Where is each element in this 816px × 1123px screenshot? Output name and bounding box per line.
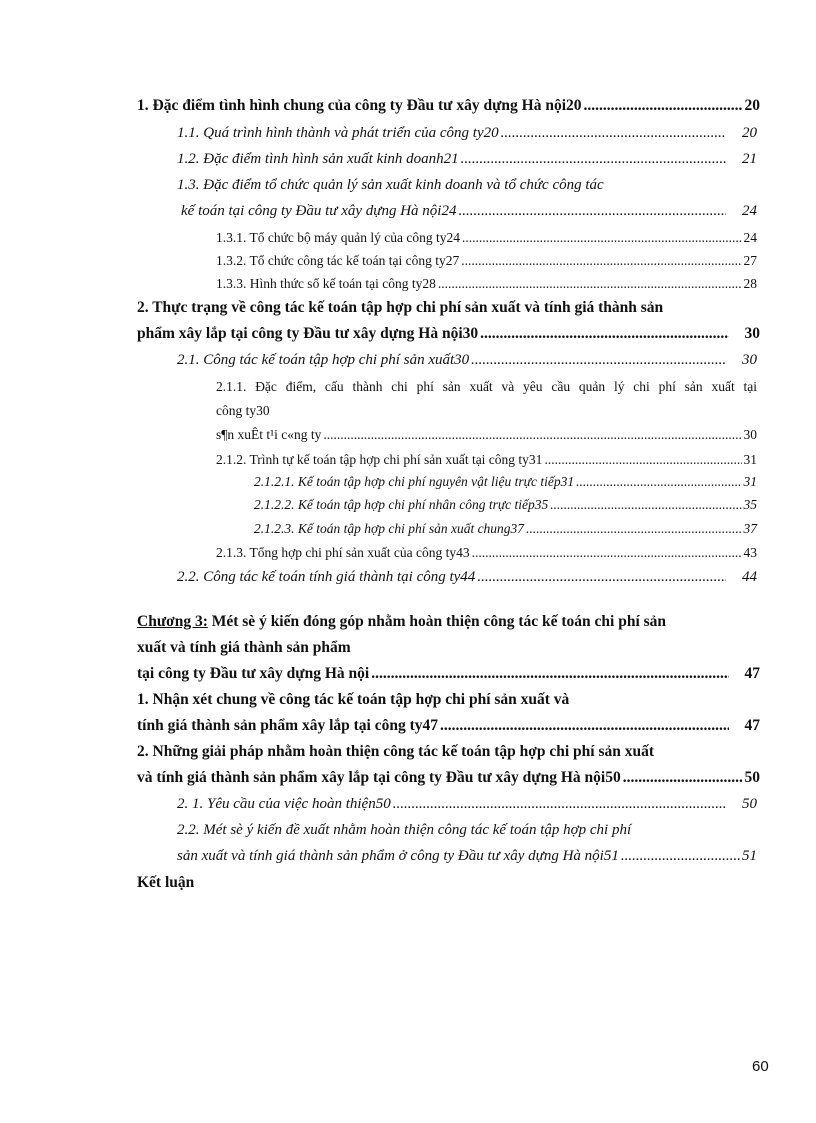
toc-entry-page: 37 xyxy=(743,521,757,536)
toc-entry-2-2[interactable] xyxy=(177,567,757,587)
chapter-title: Mét sè ý kiến đóng góp nhằm hoàn thiện công tác kế toán chi phí sản xyxy=(207,613,667,630)
toc-entry-3-2-2-line1[interactable]: 2.2. Mét sè ý kiến đề xuất nhằm hoàn thiện công tác kế toán tập hợp chi phí xyxy=(177,822,632,838)
toc-entry-2-1-1[interactable] xyxy=(216,425,757,445)
toc-entry-1-2[interactable] xyxy=(177,149,757,169)
toc-entry-page: 31 xyxy=(743,474,757,489)
toc-entry-page: 50 xyxy=(744,769,760,786)
toc-entry-text: 2.1.2.2. Kế toán tập hợp chi phí nhân công trực tiếp35 xyxy=(254,497,549,512)
toc-entry-text: 2.1.2. Trình tự kế toán tập hợp chi phí sản xuất tại công ty31 xyxy=(216,452,543,467)
toc-entry-page: 20 xyxy=(742,125,757,141)
toc-entry-text: 2.2. Công tác kế toán tính giá thành tại công ty44 xyxy=(177,569,476,585)
toc-entry-page: 50 xyxy=(742,796,757,812)
toc-entry-text: kế toán tại công ty Đầu tư xây dựng Hà nội24 xyxy=(181,203,457,219)
toc-entry-page: 24 xyxy=(743,230,757,245)
toc-entry-page: 35 xyxy=(743,497,757,512)
toc-entry-3-2-1[interactable] xyxy=(177,794,757,814)
toc-entry-2-1-2-3[interactable] xyxy=(254,519,757,539)
toc-entry-page: 27 xyxy=(743,253,757,268)
toc-entry-text: 2.1.2.3. Kế toán tập hợp chi phí sản xuất chung37 xyxy=(254,521,525,536)
toc-entry-text: 1.1. Quá trình hình thành và phát triển của công ty20 xyxy=(177,125,499,141)
toc-entry-text: phẩm xây lắp tại công ty Đầu tư xây dựng Hà nội30 xyxy=(137,325,479,342)
toc-entry-page: 43 xyxy=(743,545,757,560)
toc-entry-3-2-2[interactable] xyxy=(177,846,757,866)
page-number: 60 xyxy=(752,1058,769,1075)
toc-entry-page: 44 xyxy=(742,569,757,585)
toc-entry-1-3[interactable] xyxy=(181,201,757,221)
toc-entry-text: 2. 1. Yêu cầu của việc hoàn thiện50 xyxy=(177,796,391,812)
toc-entry-text: 1.2. Đặc điểm tình hình sản xuất kinh doanh21 xyxy=(177,151,459,167)
toc-entry-text: 2.1.3. Tổng hợp chi phí sản xuất của công ty43 xyxy=(216,545,470,560)
toc-entry-text: 1.3.3. Hình thức sổ kế toán tại công ty28 xyxy=(216,276,436,291)
toc-entry-2-line1[interactable]: 2. Thực trạng về công tác kế toán tập hợp chi phí sản xuất và tính giá thành sản xyxy=(137,299,664,316)
toc-entry-2[interactable] xyxy=(137,324,760,344)
toc-entry-text: s¶n xuÊt t¹i c«ng ty xyxy=(216,427,322,442)
toc-entry-1[interactable] xyxy=(137,96,760,116)
toc-entry-page: 28 xyxy=(743,276,757,291)
toc-entry-1-1[interactable] xyxy=(177,123,757,143)
toc-entry-3-2[interactable] xyxy=(137,768,760,788)
toc-entry-text: tính giá thành sản phẩm xây lắp tại công ty47 xyxy=(137,717,439,734)
toc-chapter-3[interactable] xyxy=(137,664,760,684)
toc-chapter-3-line2[interactable]: xuất và tính giá thành sản phẩm xyxy=(137,639,351,656)
toc-entry-1-3-3[interactable] xyxy=(216,274,757,294)
toc-entry-page: 31 xyxy=(743,452,757,467)
toc-entry-3-1-line1[interactable]: 1. Nhận xét chung về công tác kế toán tập hợp chi phí sản xuất và xyxy=(137,691,570,708)
toc-entry-1-3-line1[interactable]: 1.3. Đặc điểm tổ chức quản lý sản xuất kinh doanh và tổ chức công tác xyxy=(177,177,604,193)
toc-entry-text: 2.1. Công tác kế toán tập hợp chi phí sản xuất30 xyxy=(177,352,470,368)
toc-entry-text: 2.1.2.1. Kế toán tập hợp chi phí nguyên vật liệu trực tiếp31 xyxy=(254,474,575,489)
toc-entry-2-1-2[interactable] xyxy=(216,450,757,470)
toc-entry-2-1-3[interactable] xyxy=(216,543,757,563)
toc-entry-text: tại công ty Đầu tư xây dựng Hà nội xyxy=(137,665,370,682)
toc-entry-text: 1. Đặc điểm tình hình chung của công ty Đầu tư xây dựng Hà nội20 xyxy=(137,97,582,114)
toc-entry-2-1[interactable] xyxy=(177,350,757,370)
toc-entry-2-1-1-line2[interactable]: công ty30 xyxy=(216,403,270,418)
chapter-label: Chương 3: xyxy=(137,613,208,630)
toc-entry-2-1-2-1[interactable] xyxy=(254,472,757,492)
toc-entry-page: 20 xyxy=(744,97,760,114)
toc-entry-page: 30 xyxy=(744,325,760,342)
toc-entry-page: 51 xyxy=(742,848,757,864)
toc-entry-text: 1.3.2. Tổ chức công tác kế toán tại công ty27 xyxy=(216,253,460,268)
toc-entry-page: 24 xyxy=(742,203,757,219)
toc-entry-page: 30 xyxy=(743,427,757,442)
toc-entry-text: và tính giá thành sản phẩm xây lắp tại công ty Đầu tư xây dựng Hà nội50 xyxy=(137,769,621,786)
toc-entry-3-1[interactable] xyxy=(137,716,760,736)
toc-entry-2-1-1-line1[interactable]: 2.1.1. Đặc điểm, cấu thành chi phí sản xuất và yêu cầu quản lý chi phí sản xuất tại xyxy=(216,379,757,394)
toc-conclusion[interactable]: Kết luận xyxy=(137,874,195,891)
toc-entry-page: 30 xyxy=(742,352,757,368)
toc-entry-text: sản xuất và tính giá thành sản phẩm ở công ty Đầu tư xây dựng Hà nội51 xyxy=(177,848,619,864)
toc-chapter-3-line1[interactable] xyxy=(137,612,666,632)
toc-entry-page: 21 xyxy=(742,151,757,167)
toc-entry-1-3-1[interactable] xyxy=(216,228,757,248)
toc-entry-page: 47 xyxy=(744,665,760,682)
toc-entry-page: 47 xyxy=(744,717,760,734)
toc-entry-2-1-2-2[interactable] xyxy=(254,495,757,515)
toc-entry-text: 1.3.1. Tổ chức bộ máy quản lý của công ty24 xyxy=(216,230,461,245)
toc-entry-3-2-line1[interactable]: 2. Những giải pháp nhằm hoàn thiện công tác kế toán tập hợp chi phí sản xuất xyxy=(137,743,655,760)
toc-entry-1-3-2[interactable] xyxy=(216,251,757,271)
